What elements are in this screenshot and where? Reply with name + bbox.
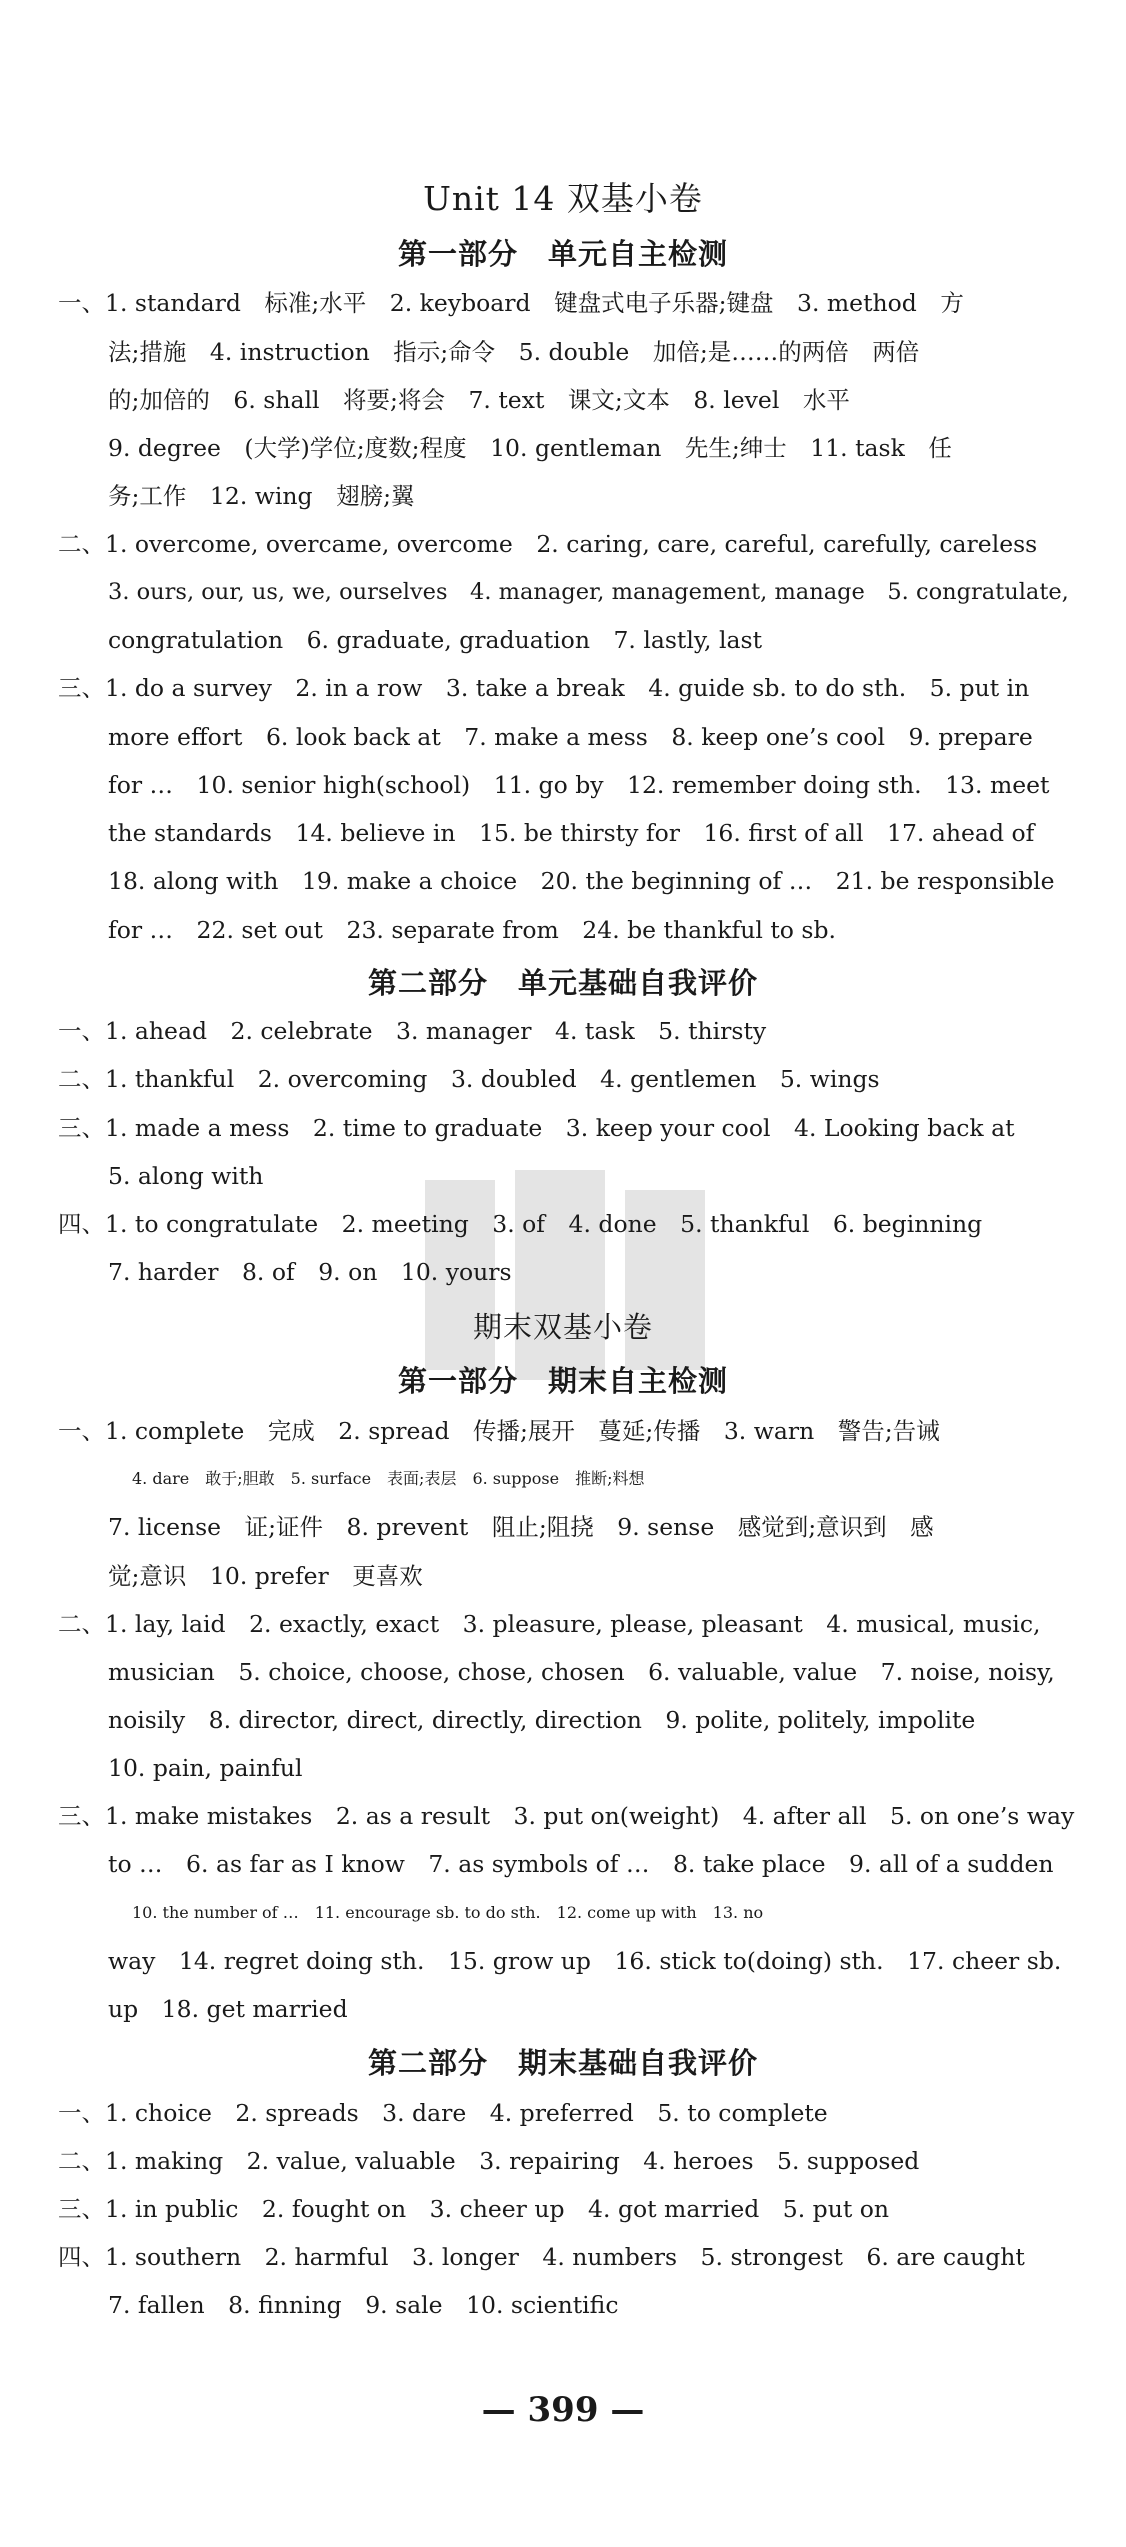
final-title: 期末双基小卷 — [472, 1310, 653, 1344]
answer-line: more effort 6. look back at 7. make a mess 8. keep one’s cool 9. prepare — [108, 723, 1033, 751]
unit14-part2-title: 第二部分 单元基础自我评价 — [367, 966, 758, 1000]
answer-line: congratulation 6. graduate, graduation 7. lastly, last — [108, 626, 763, 654]
answer-line: 二、1. lay, laid 2. exactly, exact 3. pleasure, please, pleasant 4. musical, music, — [58, 1610, 1041, 1638]
answer-line: 三、1. do a survey 2. in a row 3. take a break 4. guide sb. to do sth. 5. put in — [58, 674, 1030, 702]
answer-line: 7. fallen 8. finning 9. sale 10. scientific — [108, 2291, 619, 2319]
answer-line: 二、1. overcome, overcame, overcome 2. caring, care, careful, carefully, careless — [58, 530, 1038, 558]
answer-line: to … 6. as far as I know 7. as symbols of … 8. take place 9. all of a sudden — [108, 1850, 1054, 1878]
answer-line: 18. along with 19. make a choice 20. the beginning of … 21. be responsible — [108, 867, 1055, 895]
answer-line: 三、1. make mistakes 2. as a result 3. put on(weight) 4. after all 5. on one’s way — [58, 1802, 1075, 1830]
answer-line: 7. license 证;证件 8. prevent 阻止;阻挠 9. sense 感觉到;意识到 感 — [108, 1513, 934, 1541]
answer-line: 一、1. standard 标准;水平 2. keyboard 键盘式电子乐器;键盘 3. method 方 — [58, 289, 964, 317]
answer-line: for … 22. set out 23. separate from 24. be thankful to sb. — [108, 916, 836, 944]
page-number: — 399 — — [481, 2390, 645, 2430]
answer-line: 10. the number of … 11. encourage sb. to do sth. 12. come up with 13. no — [132, 1903, 764, 1922]
answer-line: 二、1. making 2. value, valuable 3. repairing 4. heroes 5. supposed — [58, 2147, 920, 2175]
answer-line: 三、1. in public 2. fought on 3. cheer up 4. got married 5. put on — [58, 2195, 890, 2223]
final-part1-title: 第一部分 期末自主检测 — [397, 1364, 728, 1398]
answer-line: 三、1. made a mess 2. time to graduate 3. keep your cool 4. Looking back at — [58, 1114, 1015, 1142]
answer-line: 一、1. complete 完成 2. spread 传播;展开 蔓延;传播 3. warn 警告;告诫 — [58, 1417, 940, 1445]
answer-line: 3. ours, our, us, we, ourselves 4. manager, management, manage 5. congratulate, — [108, 579, 1069, 605]
answer-line: 法;措施 4. instruction 指示;命令 5. double 加倍;是……的两倍 两倍 — [108, 338, 920, 366]
unit14-part1-title: 第一部分 单元自主检测 — [397, 237, 728, 271]
answer-line: noisily 8. director, direct, directly, direction 9. polite, politely, impolite — [108, 1706, 976, 1734]
answer-line: the standards 14. believe in 15. be thirsty for 16. first of all 17. ahead of — [108, 819, 1035, 847]
answer-line: way 14. regret doing sth. 15. grow up 16. stick to(doing) sth. 17. cheer sb. — [108, 1947, 1062, 1975]
answer-line: 7. harder 8. of 9. on 10. yours — [108, 1258, 512, 1286]
answer-line: 10. pain, painful — [108, 1754, 303, 1782]
answer-line: 一、1. choice 2. spreads 3. dare 4. preferred 5. to complete — [58, 2099, 828, 2127]
answer-line: 的;加倍的 6. shall 将要;将会 7. text 课文;文本 8. level 水平 — [108, 386, 850, 414]
answer-line: for … 10. senior high(school) 11. go by 12. remember doing sth. 13. meet — [108, 771, 1050, 799]
answer-line: 4. dare 敢于;胆敢 5. surface 表面;表层 6. suppose 推断;料想 — [132, 1469, 645, 1488]
answer-line: 四、1. to congratulate 2. meeting 3. of 4. done 5. thankful 6. beginning — [58, 1210, 983, 1238]
answer-line: up 18. get married — [108, 1995, 348, 2023]
answer-line: 四、1. southern 2. harmful 3. longer 4. numbers 5. strongest 6. are caught — [58, 2243, 1025, 2271]
unit14-title: Unit 14 双基小卷 — [423, 179, 703, 218]
answer-line: 9. degree (大学)学位;度数;程度 10. gentleman 先生;绅士 11. task 任 — [108, 434, 952, 462]
final-part2-title: 第二部分 期末基础自我评价 — [367, 2046, 758, 2080]
answer-line: musician 5. choice, choose, chose, chosen 6. valuable, value 7. noise, noisy, — [108, 1658, 1055, 1686]
answer-line: 5. along with — [108, 1162, 264, 1190]
answer-line: 二、1. thankful 2. overcoming 3. doubled 4. gentlemen 5. wings — [58, 1065, 880, 1093]
answer-line: 一、1. ahead 2. celebrate 3. manager 4. task 5. thirsty — [58, 1017, 767, 1045]
answer-line: 务;工作 12. wing 翅膀;翼 — [108, 482, 415, 510]
answer-line: 觉;意识 10. prefer 更喜欢 — [108, 1562, 423, 1590]
